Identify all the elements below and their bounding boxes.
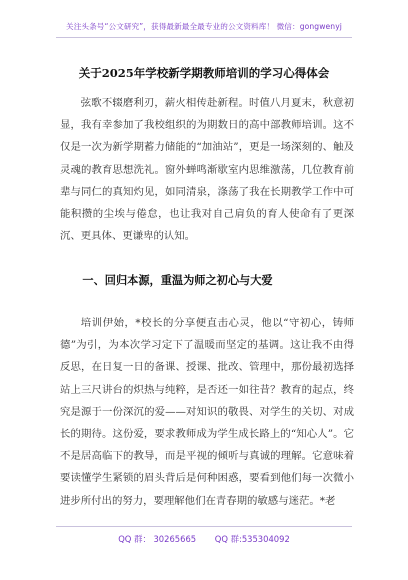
intro-paragraph: 弦歌不辍磨利刃，薪火相传赴新程。时值八月夏末，秋意初显，我有幸参加了我校组织的为期数日的高中部教师培训。这不仅是一次为新学期蓄力储能的“加油站”，更是一场深刻的、触及灵魂的教育思想洗礼。窗外蝉鸣渐歇室内思维激荡，几位教育前辈与同仁的真知灼见，如同清泉，涤荡了我在长期教学工作中可能积攒的尘埃与倦怠，也让我对自己肩负的育人使命有了更深沉、更具体、更谦卑的认知。 bbox=[60, 97, 354, 243]
footer bbox=[0, 533, 408, 545]
top-banner: 关注头条号“公文研究”，获得最新最全最专业的公文资料库！ 微信：gongwenyj bbox=[66, 22, 342, 31]
footer-divider bbox=[56, 526, 352, 527]
header-divider bbox=[56, 37, 352, 38]
section-paragraph: 培训伊始，*校长的分享便直击心灵，他以“守初心，铸师德”为引，为本次学习定下了温暖而坚定的基调。这让我不由得反思，在日复一日的备课、授课、批改、管理中，那份最初选择站上三尺讲台的炽热与纯粹，是否还一如往昔？教育的起点，终究是源于一份深沉的爱——对知识的敬畏、对学生的关切、对成长的期待。这份爱，要求教师成为学生成长路上的“知心人”。它不是居高临下的教导，而是平视的倾听与真诚的理解。它意味着要读懂学生紧锁的眉头背后是何种困惑，要看到他们每一次微小进步所付出的努力，要理解他们在青春期的敏感与迷茫。*老 bbox=[60, 317, 354, 507]
document-title: 关于2025年学校新学期教师培训的学习心得体会 bbox=[78, 66, 330, 80]
footer-qq-group-2: QQ 群:535304092 bbox=[214, 534, 290, 544]
section-heading: 一、回归本源，重温为师之初心与大爱 bbox=[82, 273, 273, 287]
footer-qq-group-1: QQ 群： 30265665 bbox=[118, 534, 197, 544]
